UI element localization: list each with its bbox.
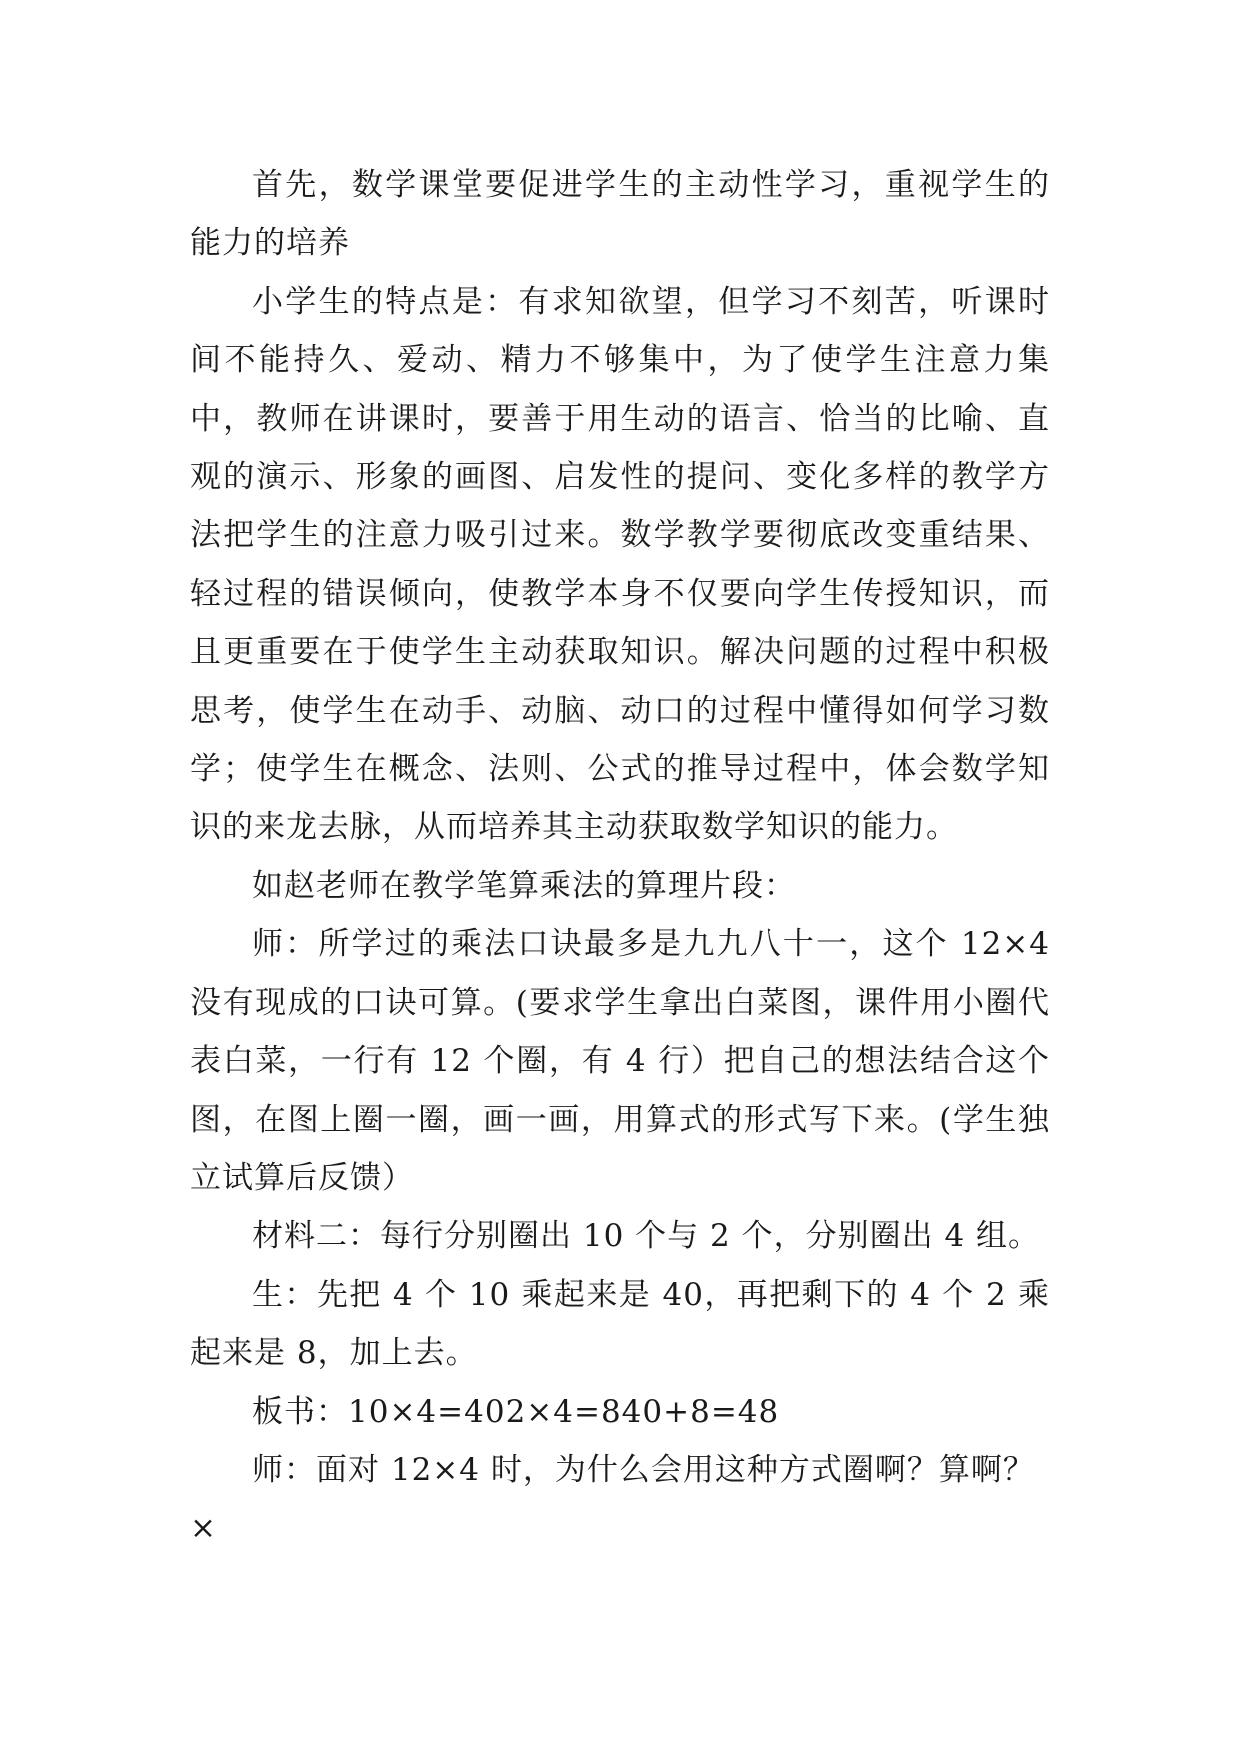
paragraph-teacher-followup: 师：面对 12×4 时，为什么会用这种方式圈啊？算啊？ [252, 1451, 1035, 1488]
paragraph-blackboard: 板书：10×4=402×4=840+8=48 [252, 1393, 780, 1430]
paragraph-material-two: 材料二：每行分别圈出 10 个与 2 个，分别圈出 4 组。 [252, 1218, 1041, 1255]
paragraph-intro: 首先，数学课堂要促进学生的主动性学习，重视学生的能力的培养 [190, 167, 1050, 262]
paragraph-student-traits: 小学生的特点是：有求知欲望，但学习不刻苦，听课时间不能持久、爱动、精力不够集中，为了使学生注意力集中，教师在讲课时，要善于用生动的语言、恰当的比喻、直观的演示、形象的画图、启发性的提问、变化多样的教学方法把学生的注意力吸引过来。数学教学要彻底改变重结果、轻过程的错误倾向，使教学本身不仅要向学生传授知识，而且更重要在于使学生主动获取知识。解决问题的过程中积极思考，使学生在动手、动脑、动口的过程中懂得如何学习数学；使学生在概念、法则、公式的推导过程中，体会数学知识的来龙去脉，从而培养其主动获取数学知识的能力。 [190, 283, 1050, 846]
document-body [190, 156, 1050, 1558]
paragraph-teacher-question: 师：所学过的乘法口诀最多是九九八十一，这个 12×4 没有现成的口诀可算。(要求学生拿出白菜图，课件用小圈代表白菜，一行有 12 个圈，有 4 行）把自己的想法结合这个图，在图上圈一圈，画一画，用算式的形式写下来。(学生独立试算后反馈） [190, 926, 1050, 1196]
paragraph-student-answer: 生：先把 4 个 10 乘起来是 40，再把剩下的 4 个 2 乘起来是 8，加上去。 [190, 1276, 1050, 1372]
paragraph-trailing-symbol: × [190, 1510, 217, 1547]
paragraph-example-intro: 如赵老师在教学笔算乘法的算理片段： [252, 867, 796, 904]
